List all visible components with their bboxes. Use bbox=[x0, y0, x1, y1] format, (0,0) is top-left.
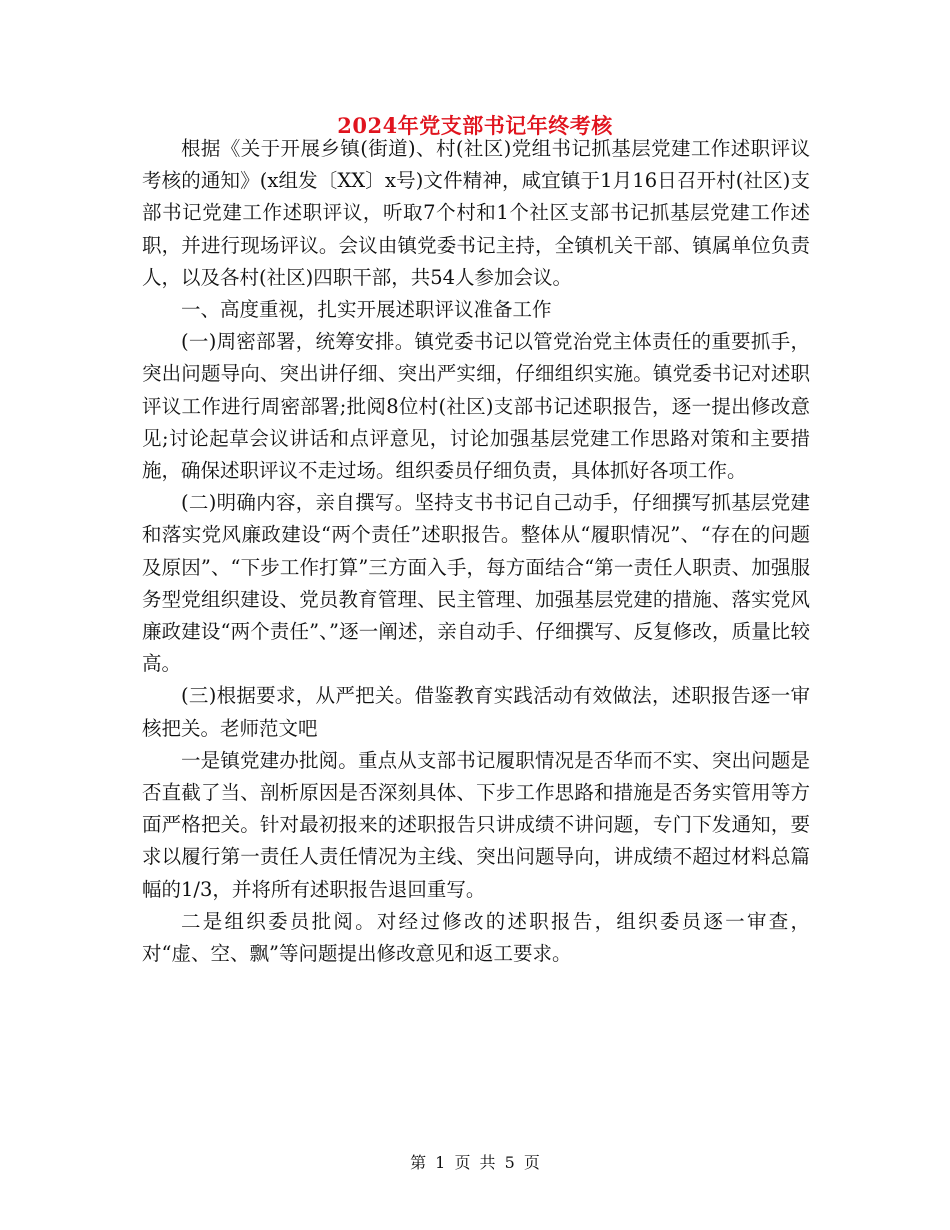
paragraph-intro: 根据《关于开展乡镇(街道)、村(社区)党组书记抓基层党建工作述职评议考核的通知》(x组发〔XX〕x号)文件精神，咸宜镇于1月16日召开村(社区)支部书记党建工作述职评议，听取7个村和1个社区支部书记抓基层党建工作述职，并进行现场评议。会议由镇党委书记主持，全镇机关干部、镇属单位负责人，以及各村(社区)四职干部，共54人参加会议。 bbox=[142, 137, 810, 289]
document-body bbox=[142, 133, 810, 970]
document-title: 2024年党支部书记年终考核 bbox=[337, 113, 613, 138]
paragraph-review-1: 一是镇党建办批阅。重点从支部书记履职情况是否华而不实、突出问题是否直截了当、剖析原因是否深刻具体、下步工作思路和措施是否务实管用等方面严格把关。针对最初报来的述职报告只讲成绩不讲问题，专门下发通知，要求以履行第一责任人责任情况为主线、突出问题导向，讲成绩不超过材料总篇幅的1/3，并将所有述职报告退回重写。 bbox=[142, 748, 810, 901]
paragraph-subsection-2: (二)明确内容，亲自撰写。坚持支书书记自己动手，仔细撰写抓基层党建和落实党风廉政建设“两个责任”述职报告。整体从“履职情况”、“存在的问题及原因”、“下步工作打算”三方面入手，每方面结合“第一责任人职责、加强服务型党组织建设、党员教育管理、民主管理、加强基层党建的措施、落实党风廉政建设“两个责任”、”逐一阐述，亲自动手、仔细撰写、反复修改，质量比较高。 bbox=[142, 491, 810, 676]
page-footer: 第 1 页 共 5 页 bbox=[410, 1153, 540, 1172]
section-heading-1: 一、高度重视，扎实开展述职评议准备工作 bbox=[181, 298, 552, 322]
paragraph-subsection-1: (一)周密部署，统筹安排。镇党委书记以管党治党主体责任的重要抓手，突出问题导向、突出讲仔细、突出严实细，仔细组织实施。镇党委书记对述职评议工作进行周密部署;批阅8位村(社区)支部书记述职报告，逐一提出修改意见;讨论起草会议讲话和点评意见，讨论加强基层党建工作思路对策和主要措施，确保述职评议不走过场。组织委员仔细负责，具体抓好各项工作。 bbox=[142, 330, 810, 483]
paragraph-review-2: 二是组织委员批阅。对经过修改的述职报告，组织委员逐一审查，对“虚、空、飘”等问题提出修改意见和返工要求。 bbox=[142, 909, 810, 966]
paragraph-subsection-3: (三)根据要求，从严把关。借鉴教育实践活动有效做法，述职报告逐一审核把关。老师范文吧 bbox=[142, 684, 810, 740]
